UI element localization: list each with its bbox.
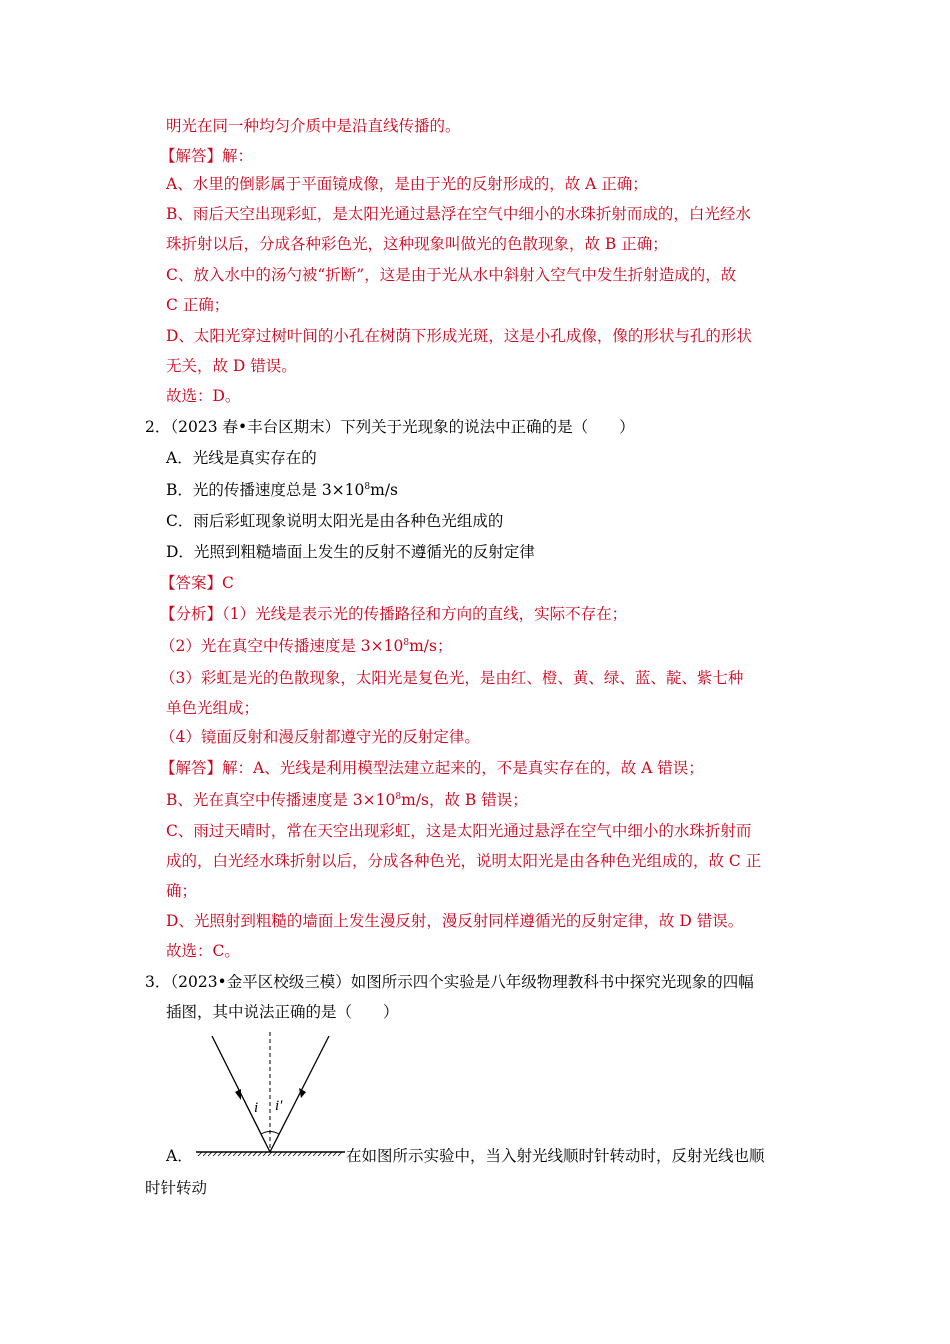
- q2-option-b-text: B．光的传播速度总是 3×10: [166, 481, 365, 499]
- q2-analysis-3a: （3）彩虹是光的色散现象，太阳光是复色光，是由红、橙、黄、绿、蓝、靛、紫七种: [160, 669, 744, 687]
- q1-choice: 故选：D。: [166, 387, 241, 405]
- q2-answer: 【答案】C: [160, 574, 234, 592]
- q2-option-c: C．雨后彩虹现象说明太阳光是由各种色光组成的: [166, 512, 504, 530]
- q2-solution-c3: 确；: [166, 882, 198, 900]
- q1-analysis-tail: 明光在同一种均匀介质中是沿直线传播的。: [166, 117, 461, 135]
- q3-stem-1: 3．（2023•金平区校级三模）如图所示四个实验是八年级物理教科书中探究光现象的四幅: [145, 973, 754, 991]
- q1-solution-d2: 无关，故 D 错误。: [166, 357, 297, 375]
- q2-choice: 故选：C。: [166, 942, 240, 960]
- q2-option-b-exponent: 8: [364, 481, 371, 492]
- q1-solution-b1: B、雨后天空出现彩虹，是太阳光通过悬浮在空气中细小的水珠折射而成的，白光经水: [166, 205, 751, 223]
- q1-solution-c1: C、放入水中的汤勺被“折断”，这是由于光从水中斜射入空气中发生折射造成的，故: [166, 266, 737, 284]
- angle-i-label: i: [254, 1100, 259, 1116]
- q2-option-b-unit: m/s: [370, 481, 398, 499]
- q2-solution-b-unit: m/s，故 B 错误；: [401, 791, 528, 809]
- q3-option-a-label: A．: [166, 1147, 193, 1165]
- q2-option-a: A．光线是真实存在的: [166, 449, 317, 467]
- q2-solution-a: 【解答】解：A、光线是利用模型法建立起来的，不是真实存在的，故 A 错误；: [160, 759, 704, 777]
- q2-stem: 2．（2023 春•丰台区期末）下列关于光现象的说法中正确的是（ ）: [145, 418, 635, 436]
- q2-option-b: [166, 480, 398, 500]
- q2-analysis-2-exponent: 8: [403, 637, 410, 648]
- q2-analysis-2-text: （2）光在真空中传播速度是 3×10: [160, 637, 404, 655]
- q1-solution-c2: C 正确；: [166, 296, 230, 314]
- q2-solution-b: [166, 790, 528, 810]
- incident-arrow-icon: [235, 1089, 241, 1100]
- q1-solution-a: A、水里的倒影属于平面镜成像，是由于光的反射形成的，故 A 正确；: [166, 175, 648, 193]
- reflection-diagram: [190, 1030, 355, 1165]
- q2-solution-d: D、光照射到粗糙的墙面上发生漫反射，漫反射同样遵循光的反射定律，故 D 错误。: [166, 912, 744, 930]
- q2-analysis-1: 【分析】（1）光线是表示光的传播路径和方向的直线，实际不存在；: [160, 605, 628, 623]
- q2-solution-b-exponent: 8: [395, 791, 402, 802]
- q2-analysis-3b: 单色光组成；: [166, 699, 260, 717]
- q2-analysis-2-unit: m/s；: [409, 637, 453, 655]
- q2-analysis-2: [160, 636, 452, 656]
- q1-solution-d1: D、太阳光穿过树叶间的小孔在树荫下形成光斑，这是小孔成像，像的形状与孔的形状: [166, 327, 752, 345]
- q1-solution-head: 【解答】解：: [160, 147, 254, 165]
- q2-option-d: D．光照到粗糙墙面上发生的反射不遵循光的反射定律: [166, 543, 535, 561]
- q3-stem-2: 插图，其中说法正确的是（ ）: [166, 1003, 399, 1021]
- q2-solution-c1: C、雨过天晴时，常在天空出现彩虹，这是太阳光通过悬浮在空气中细小的水珠折射而: [166, 822, 752, 840]
- q2-solution-b-text: B、光在真空中传播速度是 3×10: [166, 791, 396, 809]
- q2-solution-c2: 成的，白光经水珠折射以后，分成各种色光，说明太阳光是由各种色光组成的，故 C 正: [166, 852, 762, 870]
- reflected-ray: [270, 1036, 329, 1152]
- q3-option-a-text-1: 在如图所示实验中，当入射光线顺时针转动时，反射光线也顺: [346, 1147, 765, 1165]
- angle-i-prime-label: i′: [275, 1098, 283, 1114]
- q2-analysis-4: （4）镜面反射和漫反射都遵守光的反射定律。: [160, 728, 480, 746]
- q3-option-a-text-2: 时针转动: [145, 1179, 208, 1197]
- q1-solution-b2: 珠折射以后，分成各种彩色光，这种现象叫做光的色散现象，故 B 正确；: [166, 235, 668, 253]
